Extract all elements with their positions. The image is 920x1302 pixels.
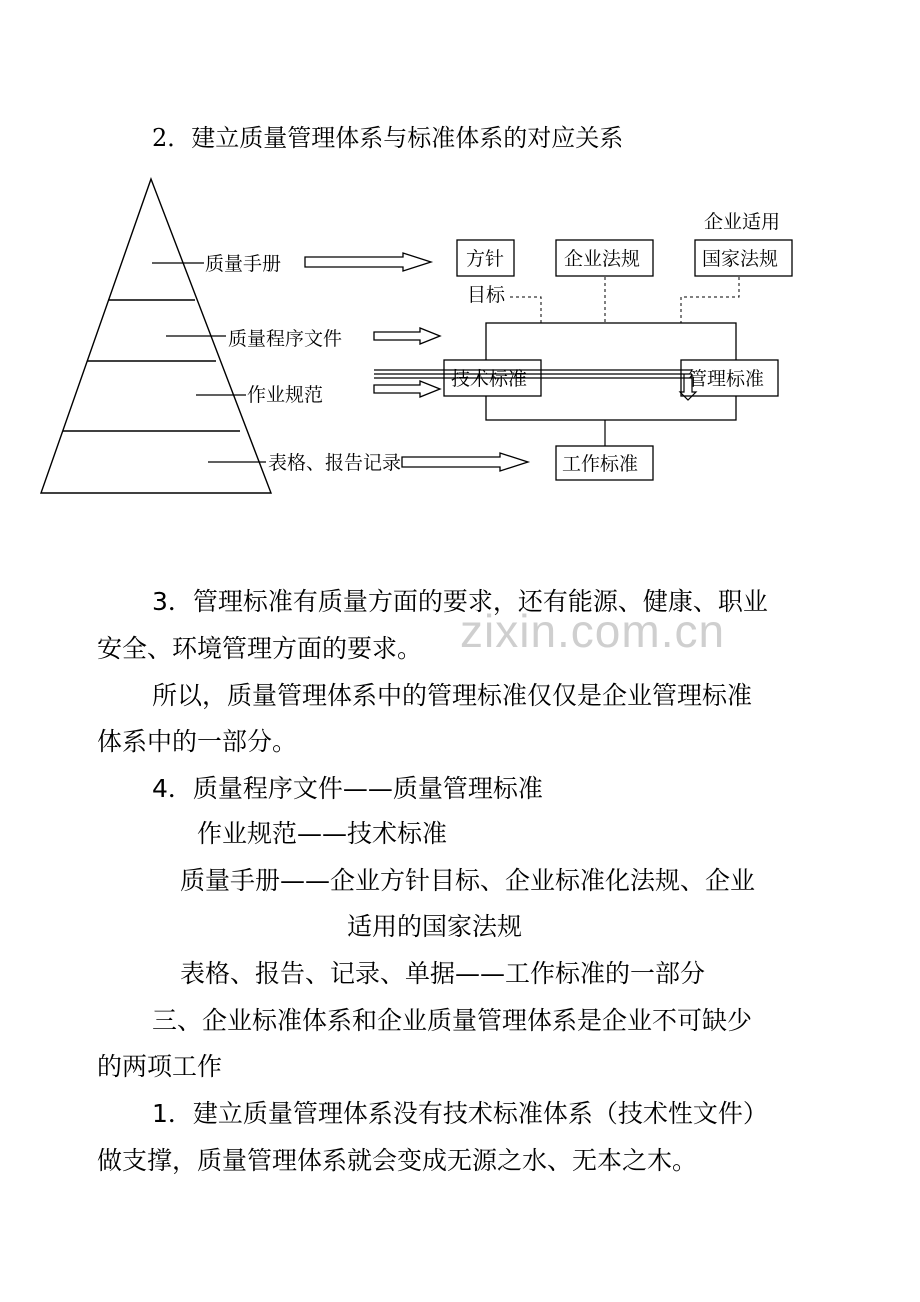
paragraph-4-line-3: 质量手册——企业方针目标、企业标准化法规、企业: [180, 866, 756, 895]
box-management-standard-label: 管理标准: [688, 368, 765, 390]
arrow-right-icon: [402, 453, 528, 471]
section-3-line-2: 的两项工作: [97, 1052, 223, 1081]
paragraph-1-line-1: 1．建立质量管理体系没有技术标准体系（技术性文件）: [152, 1099, 768, 1128]
paragraph-so-line-1: 所以，质量管理体系中的管理标准仅仅是企业管理标准: [152, 681, 753, 710]
paragraph-4-line-5: 表格、报告、记录、单据——工作标准的一部分: [180, 959, 706, 988]
box-national-law-label: 国家法规: [702, 248, 779, 270]
pyramid-label-quality-manual: 质量手册: [205, 253, 282, 275]
box-management-standard: [681, 360, 778, 396]
section-heading: 2．建立质量管理体系与标准体系的对应关系: [152, 124, 624, 152]
dashed-connectors: [510, 277, 739, 323]
paragraph-1-line-2: 做支撑，质量管理体系就会变成无源之水、无本之木。: [97, 1146, 698, 1175]
box-policy: [457, 240, 514, 276]
pyramid-label-work-specs: 作业规范: [247, 384, 324, 406]
box-policy-sublabel: 目标: [467, 284, 506, 306]
paragraph-3-line-2: 安全、环境管理方面的要求。: [97, 634, 423, 663]
box-enterprise-law-label: 企业法规: [564, 248, 641, 270]
arrow-right-icon: [305, 253, 431, 271]
box-policy-label: 方针: [466, 248, 505, 270]
box-work-standard-label: 工作标准: [562, 453, 639, 475]
box-technical-standard-label: 技术标准: [451, 368, 528, 390]
section-3-line-1: 三、企业标准体系和企业质量管理体系是企业不可缺少: [152, 1006, 753, 1035]
arrow-right-icon: [374, 381, 440, 397]
watermark: zixin.com.cn: [460, 605, 726, 657]
paragraph-4-line-1: 4．质量程序文件——质量管理标准: [152, 774, 543, 803]
national-law-note: 企业适用: [704, 211, 781, 233]
box-work-standard: [556, 446, 653, 480]
pyramid-label-forms-records: 表格、报告记录: [268, 452, 402, 474]
paragraph-4-line-4: 适用的国家法规: [347, 912, 523, 941]
paragraph-so-line-2: 体系中的一部分。: [97, 727, 298, 756]
box-enterprise-law: [556, 240, 653, 276]
correspondence-diagram: [0, 170, 920, 510]
pyramid-label-procedure-docs: 质量程序文件: [228, 328, 343, 350]
box-national-law: [695, 240, 792, 276]
paragraph-4-line-2: 作业规范——技术标准: [197, 819, 448, 848]
arrow-right-icon: [374, 328, 440, 344]
paragraph-3-line-1: 3．管理标准有质量方面的要求，还有能源、健康、职业: [152, 587, 768, 616]
